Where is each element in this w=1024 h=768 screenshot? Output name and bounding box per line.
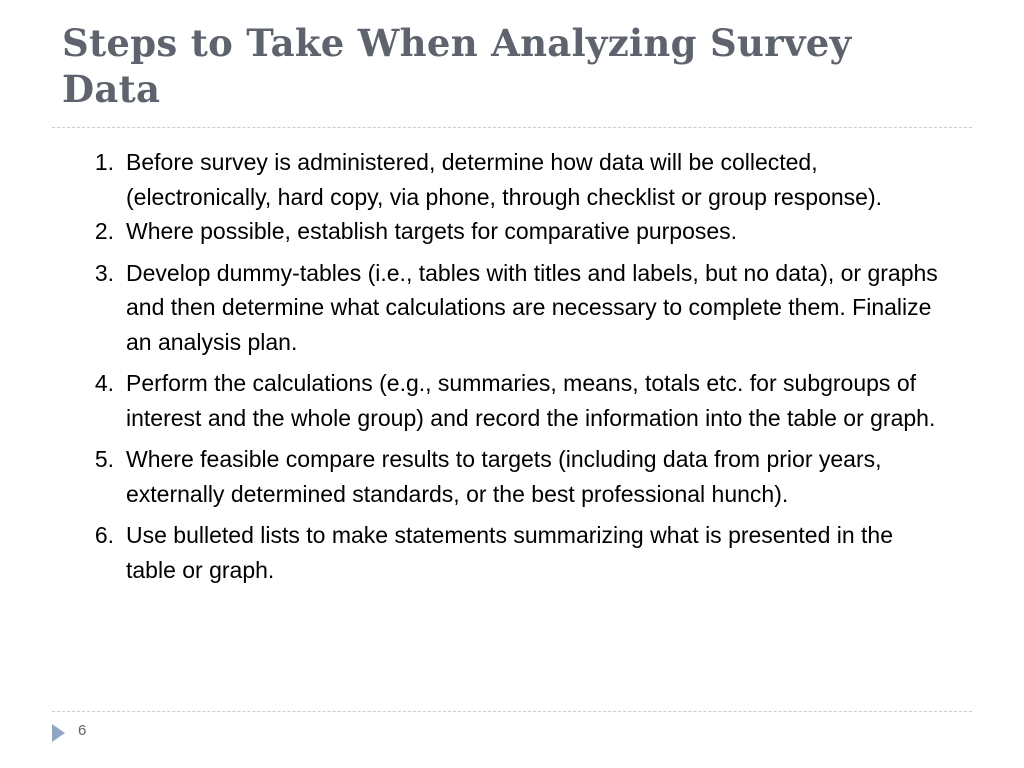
step-text: Perform the calculations (e.g., summaries, means, totals etc. for subgroups of interest and the whole group) and record the information into the table or graph. <box>126 370 936 431</box>
step-number: 4. <box>94 370 114 396</box>
step-number: 1. <box>94 149 114 175</box>
step-item <box>80 214 940 249</box>
step-number: 3. <box>94 259 114 286</box>
step-text: Develop dummy-tables (i.e., tables with titles and labels, but no data), or graphs and then determine what calculations are necessary to complete them. Finalize an analysis plan. <box>126 259 938 355</box>
step-number: 2. <box>94 218 114 244</box>
step-item <box>80 145 940 214</box>
step-item <box>80 442 940 511</box>
play-arrow-icon <box>52 724 65 742</box>
step-item <box>80 366 940 435</box>
step-item <box>80 518 940 587</box>
step-item <box>80 256 940 360</box>
step-text: Where feasible compare results to targets (including data from prior years, externally determined standards, or the best professional hunch). <box>126 446 882 507</box>
title-divider <box>52 127 972 128</box>
footer-divider <box>52 711 972 712</box>
slide-title: Steps to Take When Analyzing Survey Data <box>62 21 852 111</box>
step-text: Before survey is administered, determine how data will be collected, (electronically, hard copy, via phone, through checklist or group response). <box>126 149 882 210</box>
step-number: 6. <box>94 522 114 548</box>
step-number: 5. <box>94 446 114 472</box>
steps-list <box>80 145 940 594</box>
step-text: Use bulleted lists to make statements summarizing what is presented in the table or graph. <box>126 522 894 583</box>
page-number: 6 <box>78 722 87 739</box>
step-text: Where possible, establish targets for comparative purposes. <box>126 218 738 244</box>
